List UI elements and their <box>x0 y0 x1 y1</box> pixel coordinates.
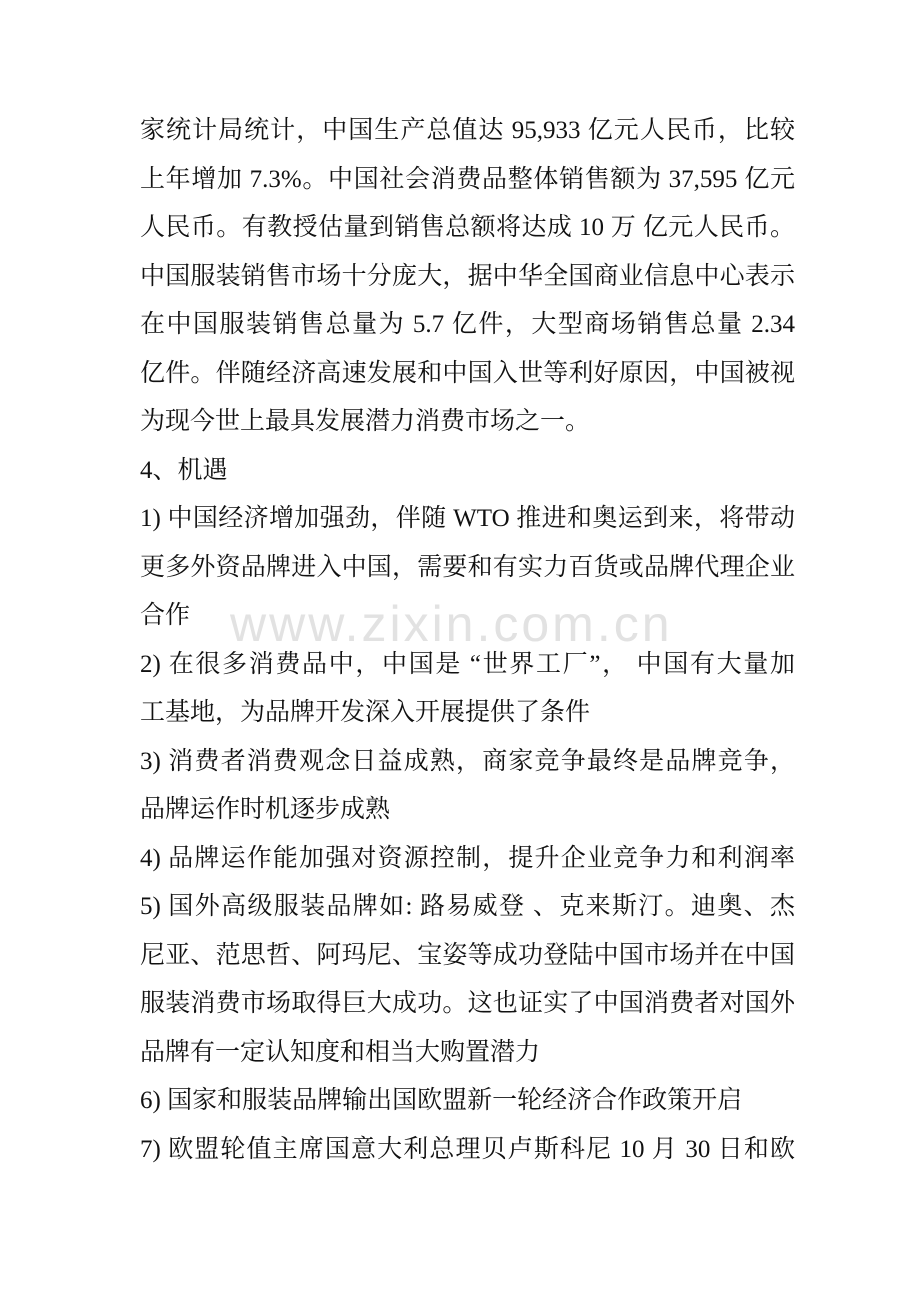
text-line-06: 亿件。伴随经济高速发展和中国入世等利好原因，中国被视 <box>140 359 795 387</box>
list-item-6-line: 6) 国家和服装品牌输出国欧盟新一轮经济合作政策开启 <box>140 1087 743 1114</box>
section-heading-line: 4、机遇 <box>140 456 228 484</box>
text-line-10: 更多外资品牌进入中国，需要和有实力百货或品牌代理企业 <box>140 553 795 581</box>
list-item-4-line: 4) 品牌运作能加强对资源控制，提升企业竞争力和利润率 <box>140 844 795 872</box>
list-item-3-line: 3) 消费者消费观念日益成熟，商家竞争最终是品牌竞争， <box>140 747 795 775</box>
watermark-text: www.zixin.com.cn <box>230 596 673 652</box>
text-line-20: 品牌有一定认知度和相当大购置潜力 <box>140 1038 541 1066</box>
text-line-07: 为现今世上最具发展潜力消费市场之一。 <box>140 408 591 435</box>
list-item-7-line: 7) 欧盟轮值主席国意大利总理贝卢斯科尼 10 月 30 日和欧 <box>140 1135 795 1163</box>
text-line-03: 人民币。有教授估量到销售总额将达成 10 万 亿元人民币。 <box>140 214 795 241</box>
text-line-04: 中国服装销售市场十分庞大，据中华全国商业信息中心表示 <box>140 262 795 290</box>
text-line-18: 尼亚、范思哲、阿玛尼、宝姿等成功登陆中国市场并在中国 <box>140 941 795 969</box>
text-line-05: 在中国服装销售总量为 5.7 亿件，大型商场销售总量 2.34 <box>140 311 795 338</box>
text-line-02: 上年增加 7.3%。中国社会消费品整体销售额为 37,595 亿元 <box>140 165 795 193</box>
list-item-5-line: 5) 国外高级服装品牌如: 路易威登 、克来斯汀。迪奥、杰 <box>140 893 795 920</box>
text-line-15: 品牌运作时机逐步成熟 <box>140 796 391 823</box>
list-item-2-line: 2) 在很多消费品中，中国是 “世界工厂”， 中国有大量加 <box>140 650 795 678</box>
text-line-19: 服装消费市场取得巨大成功。这也证实了中国消费者对国外 <box>140 990 795 1017</box>
text-line-11: 合作 <box>140 602 191 629</box>
body-text <box>140 107 795 1174</box>
list-item-1-line: 1) 中国经济增加强劲，伴随 WTO 推进和奥运到来，将带动 <box>140 505 795 532</box>
text-line-13: 工基地，为品牌开发深入开展提供了条件 <box>140 699 591 726</box>
text-line-01: 家统计局统计，中国生产总值达 95,933 亿元人民币，比较 <box>140 117 795 144</box>
